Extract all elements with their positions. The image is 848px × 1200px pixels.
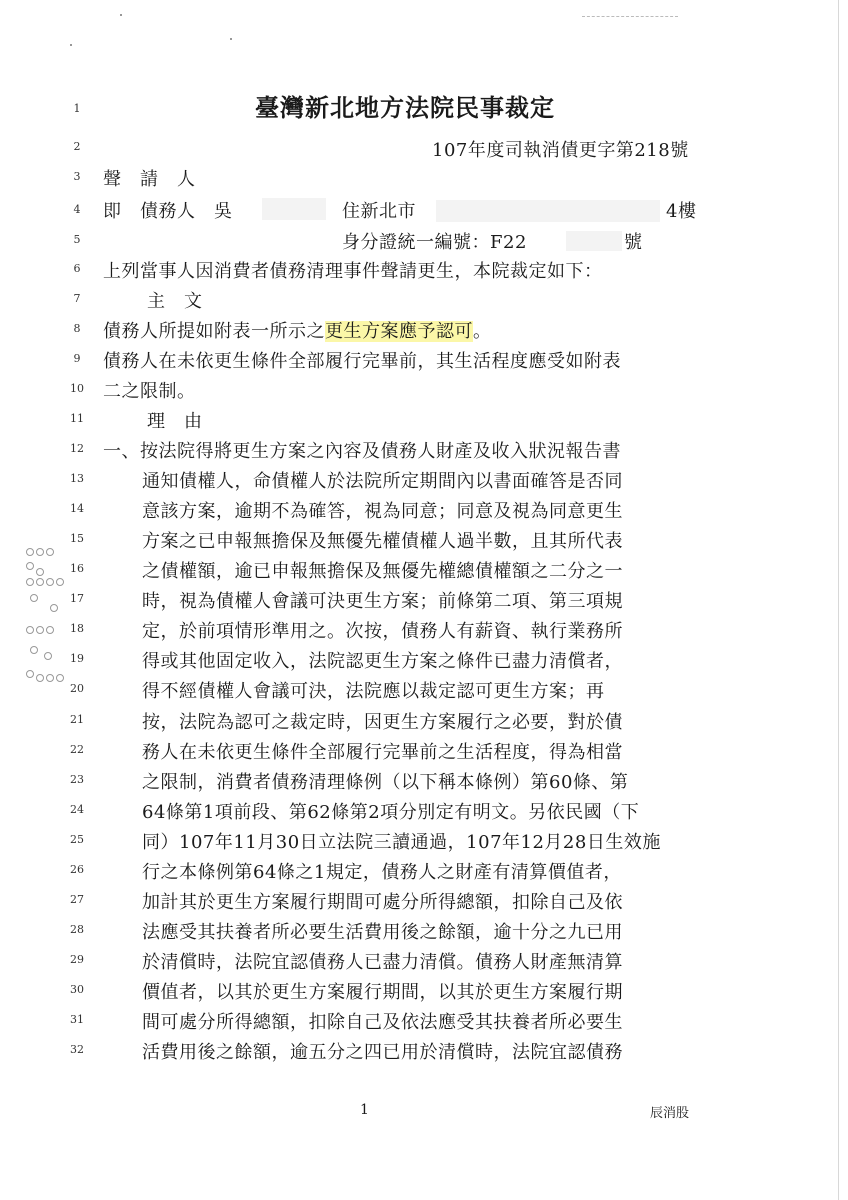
line-number: 8 — [73, 322, 81, 335]
line-number: 15 — [70, 532, 84, 545]
line-number: 32 — [70, 1043, 84, 1056]
line-number: 19 — [70, 652, 84, 665]
body-line-32: 活費用後之餘額，逾五分之四已用於清償時，法院宜認債務 — [142, 1042, 623, 1063]
party-role-applicant: 聲 請 人 — [103, 169, 196, 190]
line-number: 5 — [73, 233, 81, 246]
body-line-22: 務人在未依更生條件全部履行完畢前之生活程度，得為相當 — [142, 742, 623, 763]
line-number: 2 — [73, 140, 81, 153]
body-line-24: 64條第1項前段、第62條第2項分別定有明文。另依民國（下 — [142, 802, 640, 823]
body-line-26: 行之本條例第64條之1規定，債務人之財產有清算價值者， — [142, 862, 622, 883]
line-number: 12 — [70, 442, 84, 455]
line-number: 27 — [70, 893, 84, 906]
document-title: 臺灣新北地方法院民事裁定 — [255, 93, 555, 122]
line-number: 13 — [70, 472, 84, 485]
body-line-8: 債務人所提如附表一所示之更生方案應予認可。 — [103, 321, 492, 342]
section-heading-reasons: 理 由 — [147, 411, 203, 432]
body-line-6: 上列當事人因消費者債務清理事件聲請更生，本院裁定如下： — [103, 261, 603, 282]
line-number: 25 — [70, 833, 84, 846]
line-number: 20 — [70, 682, 84, 695]
body-line-31: 間可處分所得總額，扣除自己及依法應受其扶養者所必要生 — [142, 1012, 623, 1033]
redaction — [566, 231, 622, 251]
scan-artifact — [582, 16, 678, 17]
body-line-16: 之債權額，逾已申報無擔保及無優先權總債權額之二分之一 — [142, 561, 623, 582]
body-line-25: 同）107年11月30日立法院三讀通過，107年12月28日生效施 — [142, 832, 661, 853]
line-number: 21 — [70, 713, 84, 726]
line-number: 1 — [73, 102, 81, 115]
case-number: 107年度司執消債更字第218號 — [432, 140, 689, 161]
line-number: 31 — [70, 1013, 84, 1026]
body-line-27: 加計其於更生方案履行期間可處分所得總額，扣除自己及依 — [142, 892, 623, 913]
body-line-9: 債務人在未依更生條件全部履行完畢前，其生活程度應受如附表 — [103, 351, 621, 372]
page-number: 1 — [360, 1102, 369, 1118]
body-line-30: 價值者，以其於更生方案履行期間，以其於更生方案履行期 — [142, 982, 623, 1003]
line-number: 6 — [73, 262, 81, 275]
scan-speck — [70, 44, 72, 46]
body-line-19: 得或其他固定收入，法院認更生方案之條件已盡力清償者， — [142, 651, 623, 672]
highlighted-text: 更生方案應予認可 — [325, 321, 473, 342]
id-number-suffix: 號 — [624, 232, 643, 253]
line-number: 18 — [70, 622, 84, 635]
line-number: 29 — [70, 953, 84, 966]
department-label: 辰消股 — [650, 1106, 690, 1121]
body-line-18: 定，於前項情形準用之。次按，債務人有薪資、執行業務所 — [142, 621, 623, 642]
line-number: 28 — [70, 923, 84, 936]
address-suffix: 4樓 — [666, 201, 697, 222]
line-number: 23 — [70, 773, 84, 786]
redaction — [262, 198, 326, 220]
scan-speck — [230, 38, 232, 40]
line-number: 9 — [73, 352, 81, 365]
body-line-15: 方案之已申報無擔保及無優先權債權人過半數，且其所代表 — [142, 531, 623, 552]
line-number: 16 — [70, 562, 84, 575]
id-number-prefix: 身分證統一編號：F22 — [342, 232, 527, 253]
line-number: 11 — [70, 412, 84, 425]
body-line-21: 按，法院為認可之裁定時，因更生方案履行之必要，對於債 — [142, 712, 623, 733]
body-line-14: 意該方案，逾期不為確答，視為同意；同意及視為同意更生 — [142, 501, 623, 522]
line-number: 7 — [73, 292, 81, 305]
body-line-20: 得不經債權人會議可決，法院應以裁定認可更生方案；再 — [142, 681, 605, 702]
line-number: 22 — [70, 743, 84, 756]
line-number: 4 — [73, 203, 81, 216]
body-line-29: 於清償時，法院宜認債務人已盡力清償。債務人財產無清算 — [142, 952, 623, 973]
line-number: 24 — [70, 803, 84, 816]
redaction — [436, 200, 660, 222]
scan-speck — [120, 14, 122, 16]
body-line-23: 之限制，消費者債務清理條例（以下稱本條例）第60條、第 — [142, 772, 629, 793]
line-number: 17 — [70, 592, 84, 605]
body-line-12: 一、按法院得將更生方案之內容及債務人財產及收入狀況報告書 — [103, 441, 621, 462]
line-number: 14 — [70, 502, 84, 515]
party-role-debtor: 即 債務人 吳 — [103, 201, 233, 222]
binding-holes — [26, 548, 66, 688]
line-number: 10 — [70, 382, 84, 395]
address-prefix: 住新北市 — [342, 201, 416, 222]
body-line-13: 通知債權人，命債權人於法院所定期間內以書面確答是否同 — [142, 471, 623, 492]
page-edge-line — [838, 0, 839, 1200]
line-number: 30 — [70, 983, 84, 996]
body-line-17: 時，視為債權人會議可決更生方案；前條第二項、第三項規 — [142, 591, 623, 612]
body-line-10: 二之限制。 — [103, 381, 196, 402]
section-heading-main: 主 文 — [147, 291, 203, 312]
line-number: 26 — [70, 863, 84, 876]
body-line-28: 法應受其扶養者所必要生活費用後之餘額，逾十分之九已用 — [142, 922, 623, 943]
line-number: 3 — [73, 170, 81, 183]
